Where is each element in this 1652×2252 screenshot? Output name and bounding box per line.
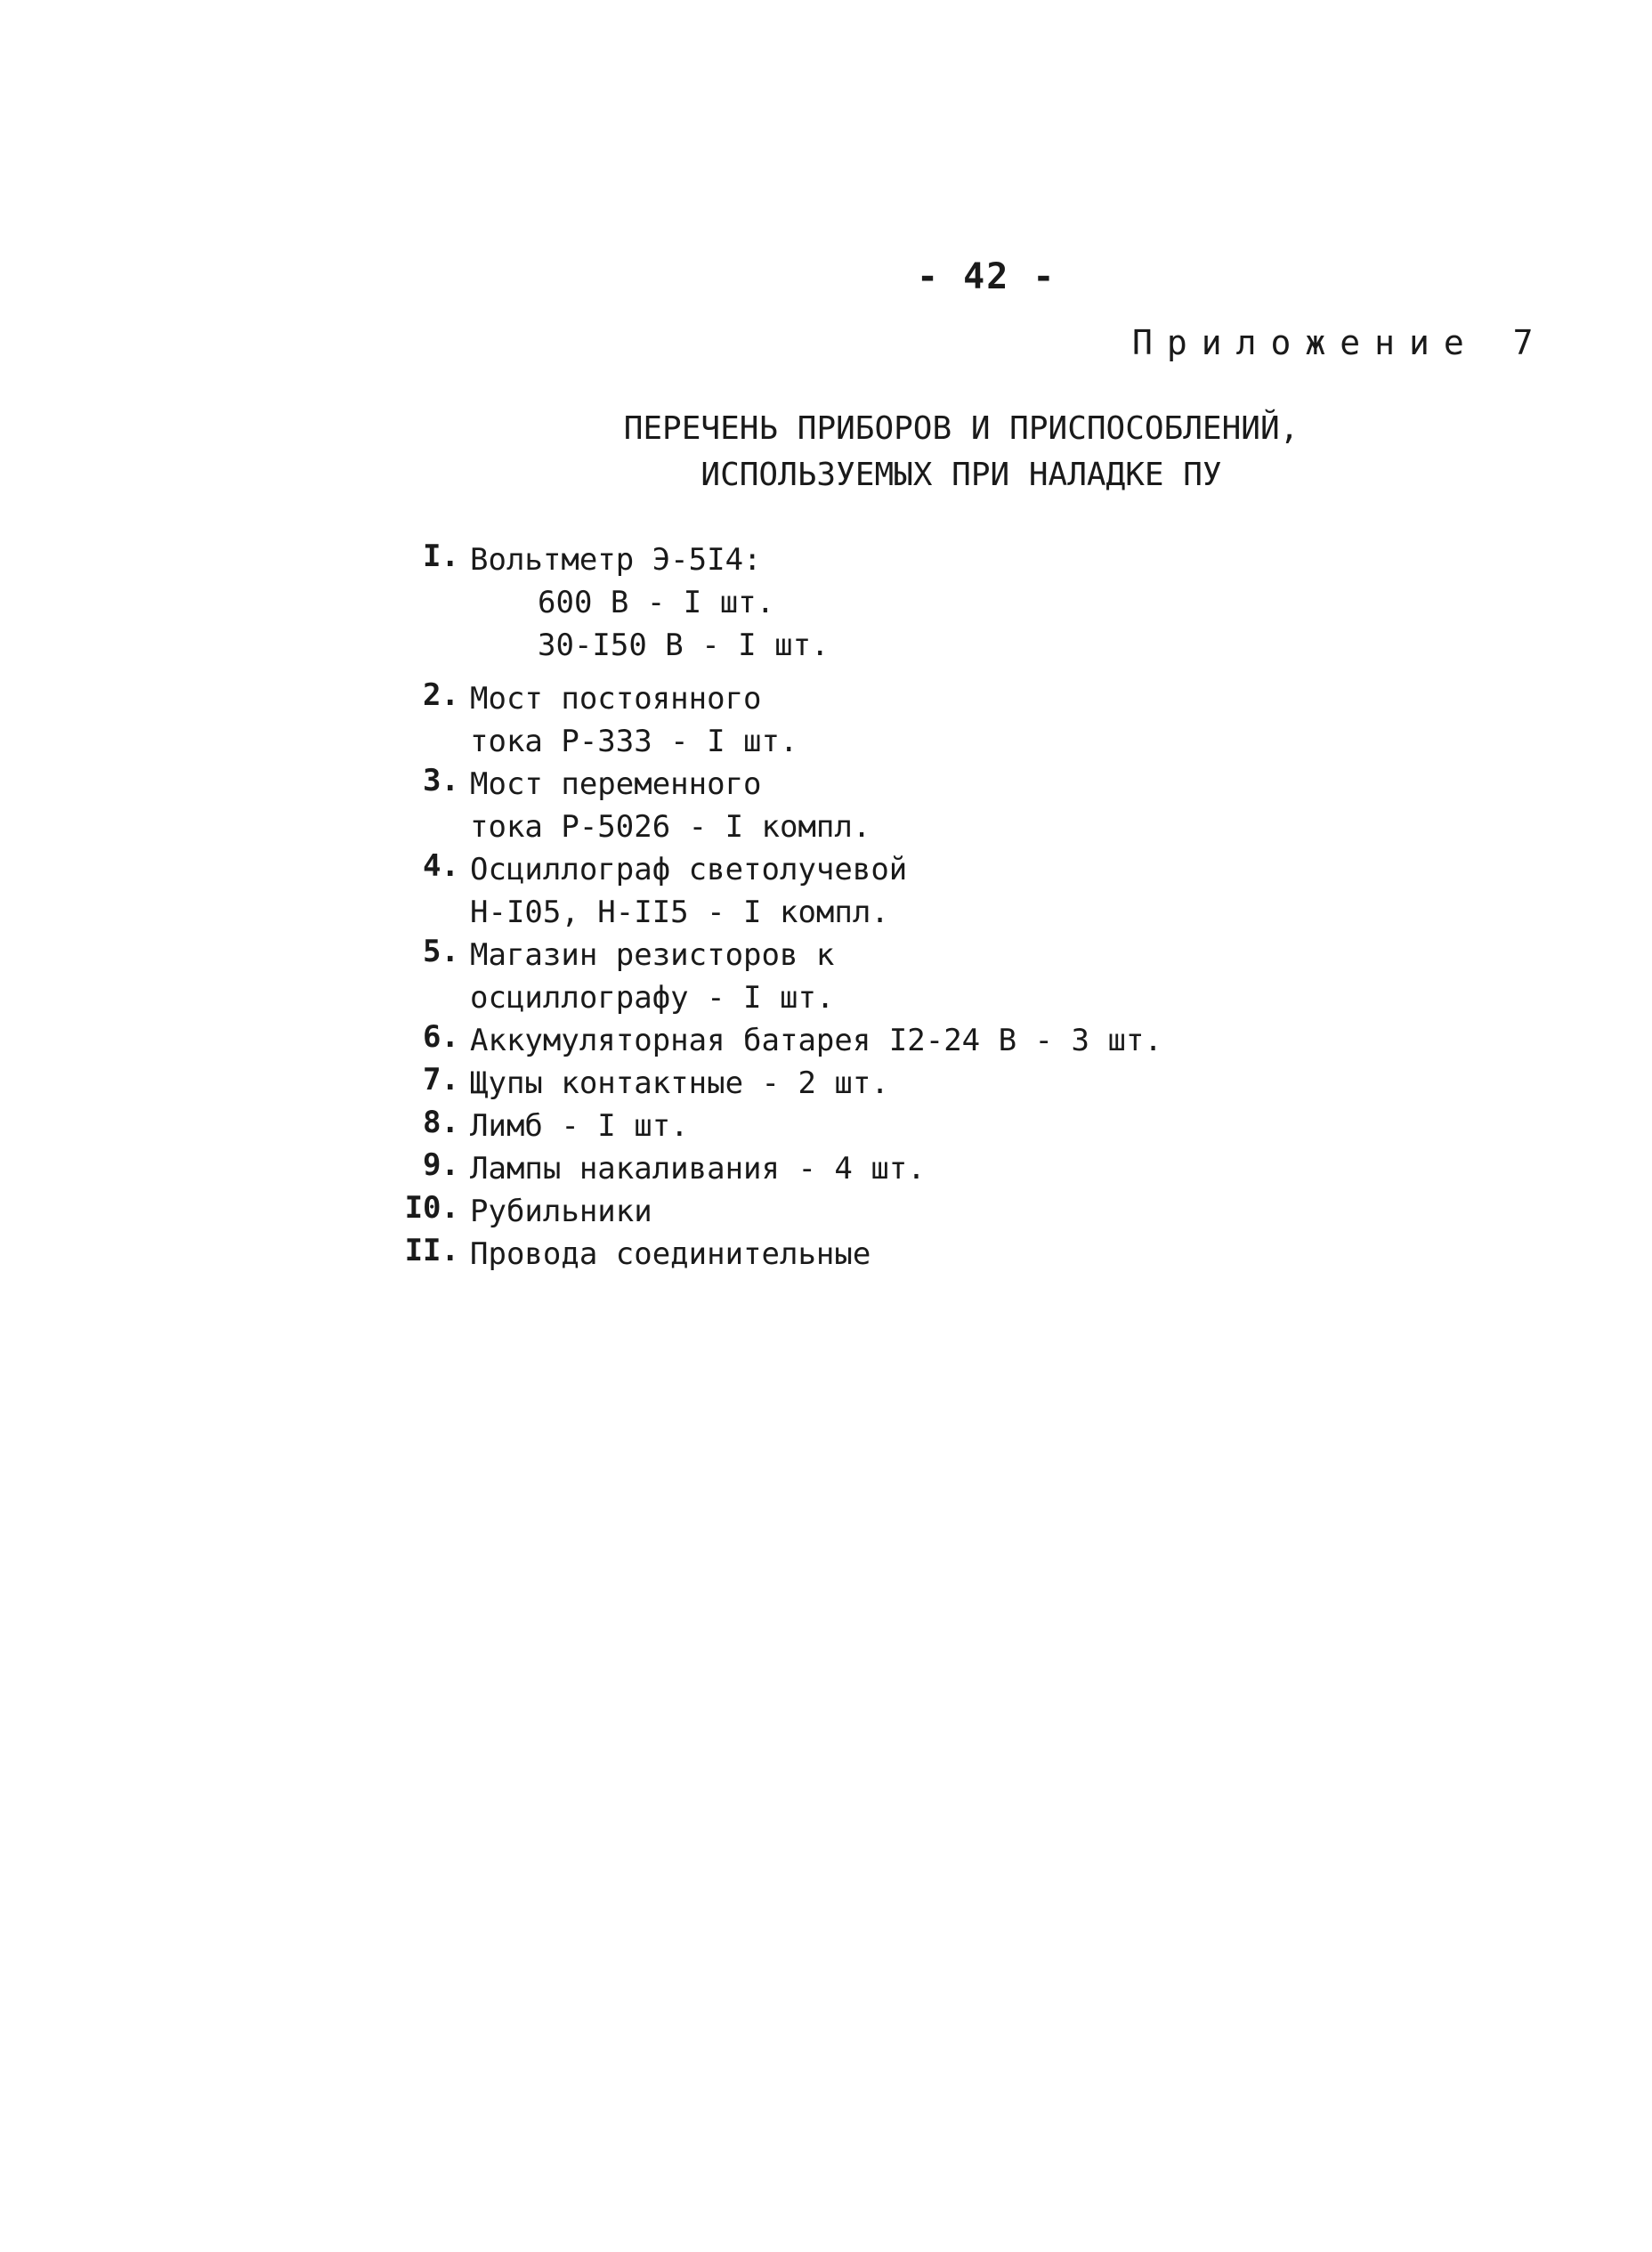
item-text: тока Р-333 - I шт. <box>470 724 798 759</box>
list-item <box>374 1233 1162 1276</box>
item-number: 4. <box>423 848 459 884</box>
list-item <box>374 763 1162 848</box>
item-text: тока Р-5026 - I компл. <box>470 809 871 845</box>
item-number: 2. <box>423 677 459 713</box>
item-number: 6. <box>423 1019 459 1055</box>
item-text: Лимб - I шт. <box>470 1108 689 1144</box>
item-subtext: 30-I50 В - I шт. <box>538 628 830 663</box>
item-number: II. <box>404 1233 459 1268</box>
item-text: Аккумуляторная батарея I2-24 В - 3 шт. <box>470 1023 1162 1058</box>
item-text: Н-I05, Н-II5 - I компл. <box>470 895 889 930</box>
item-text: Осциллограф светолучевой <box>470 852 908 887</box>
item-text: Щупы контактные - 2 шт. <box>470 1065 889 1101</box>
item-number: 8. <box>423 1105 459 1140</box>
item-text: Рубильники <box>470 1194 652 1229</box>
item-number: I. <box>423 539 459 574</box>
document-title <box>623 406 1300 498</box>
item-text: Мост постоянного <box>470 681 762 717</box>
list-item <box>374 1190 1162 1233</box>
equipment-list <box>374 539 1162 1276</box>
item-text: Вольтметр Э-5I4: <box>470 542 762 578</box>
list-item <box>374 677 1162 763</box>
item-number: 5. <box>423 934 459 969</box>
title-line-1: ПЕРЕЧЕНЬ ПРИБОРОВ И ПРИСПОСОБЛЕНИЙ, <box>623 410 1300 447</box>
item-number: 3. <box>423 763 459 798</box>
list-item <box>374 1019 1162 1062</box>
item-text: осциллографу - I шт. <box>470 980 835 1016</box>
list-item <box>374 1147 1162 1190</box>
list-item <box>374 539 1162 667</box>
item-text: Мост переменного <box>470 766 762 802</box>
list-item <box>374 848 1162 934</box>
item-text: Лампы накаливания - 4 шт. <box>470 1151 926 1187</box>
item-text: Магазин резисторов к <box>470 937 835 973</box>
item-text: Провода соединительные <box>470 1236 871 1272</box>
list-item <box>374 1062 1162 1105</box>
item-number: I0. <box>404 1190 459 1226</box>
appendix-label: Приложение 7 <box>1132 323 1548 362</box>
item-number: 7. <box>423 1062 459 1098</box>
list-item <box>374 934 1162 1019</box>
list-item <box>374 1105 1162 1147</box>
item-number: 9. <box>423 1147 459 1183</box>
title-line-2: ИСПОЛЬЗУЕМЫХ ПРИ НАЛАДКЕ ПУ <box>700 457 1222 493</box>
page-number: - 42 - <box>917 256 1057 297</box>
item-subtext: 600 В - I шт. <box>538 585 775 620</box>
